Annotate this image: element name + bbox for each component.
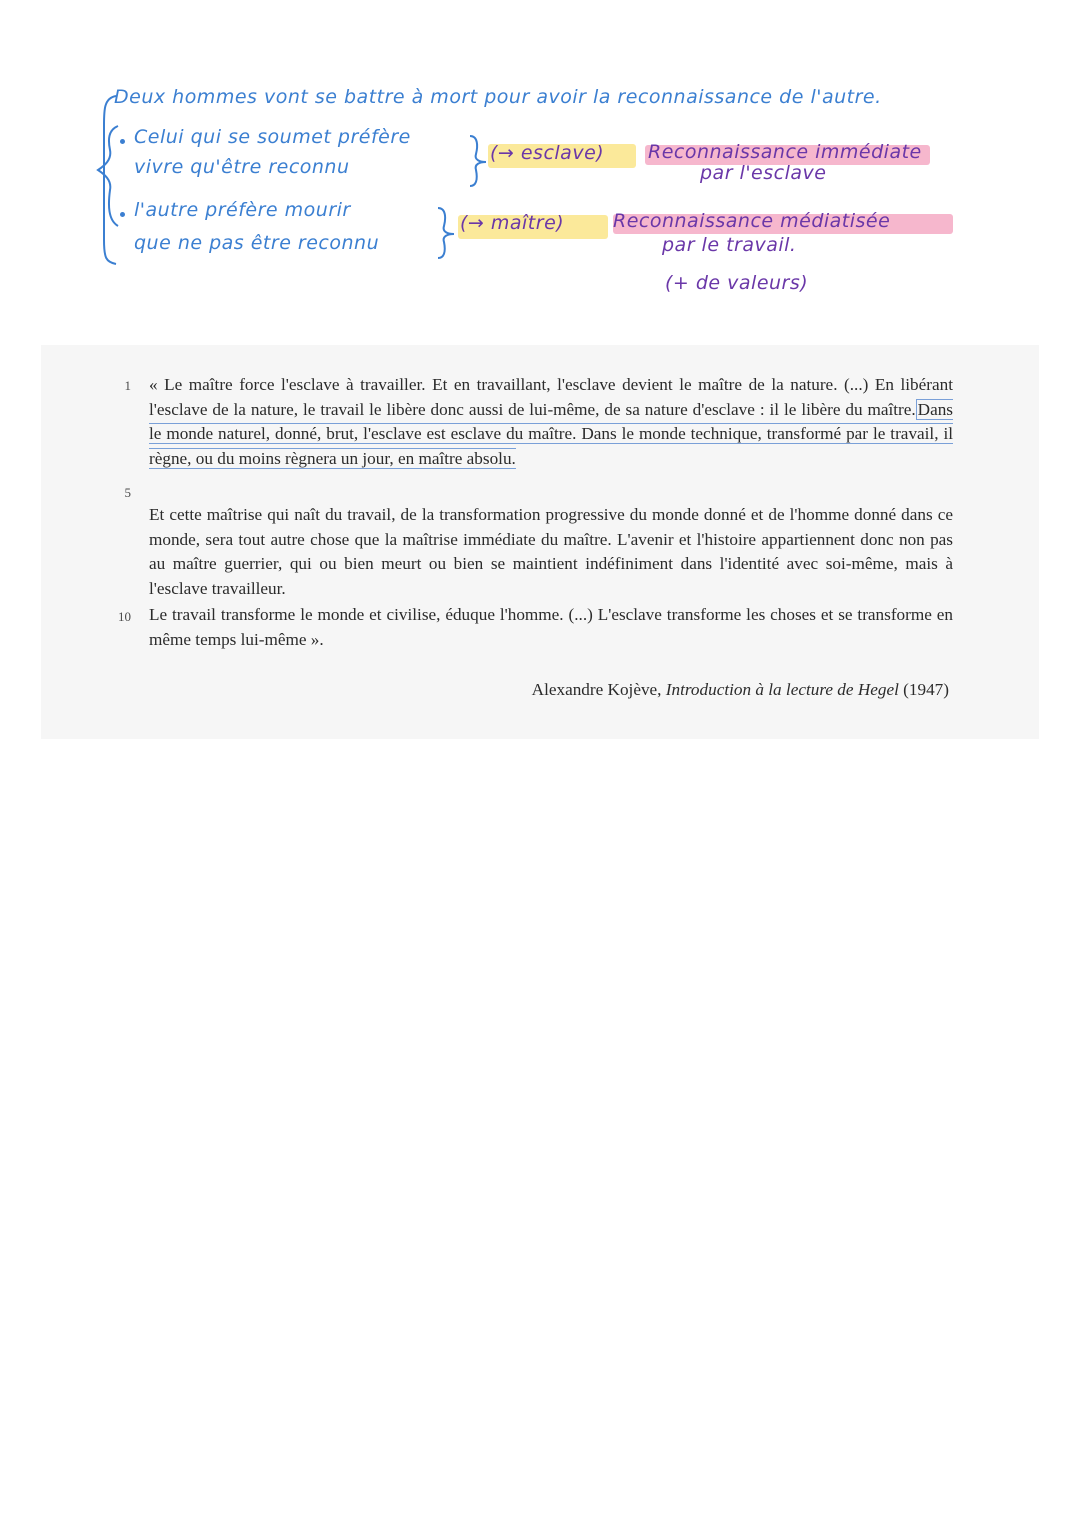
- book-title: Introduction à la lecture de Hegel: [665, 680, 899, 699]
- note-option1-line2: vivre qu'être reconnu: [134, 156, 350, 178]
- line-number-1: 1: [124, 378, 131, 393]
- excerpt-box: [41, 345, 1039, 739]
- excerpt-attribution: [532, 680, 949, 700]
- note-option2-result-line2: par le travail.: [662, 234, 797, 256]
- note-option2-line1: l'autre préfère mourir: [134, 199, 351, 221]
- note-option1-result-line2: par l'esclave: [700, 162, 827, 184]
- note-option2-result-line3: (+ de valeurs): [665, 272, 809, 294]
- excerpt-paragraph-2: Et cette maîtrise qui naît du travail, de la transformation progressive du monde donné et de l'homme donné dans ce monde, sera tout autre chose que la maîtrise immédiate du maître. L'avenir et l'histoire appartiennent donc non pas au maître guerrier, qui ou bien meurt ou bien se maintient indéfiniment dans l'identité avec soi-même, mais à l'esclave travailleur.: [149, 505, 953, 598]
- bullet-dot-icon: [120, 212, 125, 217]
- excerpt-paragraph-3: Le travail transforme le monde et civilise, éduque l'homme. (...) L'esclave transforme les choses et se transforme en même temps lui-même ».: [149, 605, 953, 649]
- note-option1-result-line1: Reconnaissance immédiate: [648, 141, 922, 163]
- note-intro: Deux hommes vont se battre à mort pour avoir la reconnaissance de l'autre.: [114, 86, 882, 108]
- excerpt-bracketed-passage: Dans le monde naturel, donné, brut, l'esclave est esclave du maître. Dans le monde technique, transformé par le travail, il règne, ou du moins règnera un jour, en maître absolu.: [149, 399, 953, 468]
- excerpt-paragraph-1-part1: « Le maître force l'esclave à travailler. Et en travaillant, l'esclave devient le maître de la nature. (...) En libérant l'esclave de la nature, le travail le libère donc aussi de lui-même, de sa nature d'esclave : il le libère du maître.: [149, 375, 953, 419]
- handwritten-notes: [0, 0, 1080, 320]
- note-option2-result-line1: Reconnaissance médiatisée: [613, 210, 891, 232]
- bullet-dot-icon: [120, 139, 125, 144]
- line-number-5: 5: [124, 485, 131, 500]
- line-number-10: 10: [118, 609, 131, 624]
- note-option2-role: (→ maître): [460, 212, 565, 234]
- note-option1-role: (→ esclave): [490, 142, 605, 164]
- excerpt-paragraph-1: [149, 373, 953, 471]
- publication-year: (1947): [903, 680, 949, 699]
- note-option1-line1: Celui qui se soumet préfère: [134, 126, 411, 148]
- note-option2-line2: que ne pas être reconnu: [134, 232, 380, 254]
- author-name: Alexandre Kojève,: [531, 680, 662, 699]
